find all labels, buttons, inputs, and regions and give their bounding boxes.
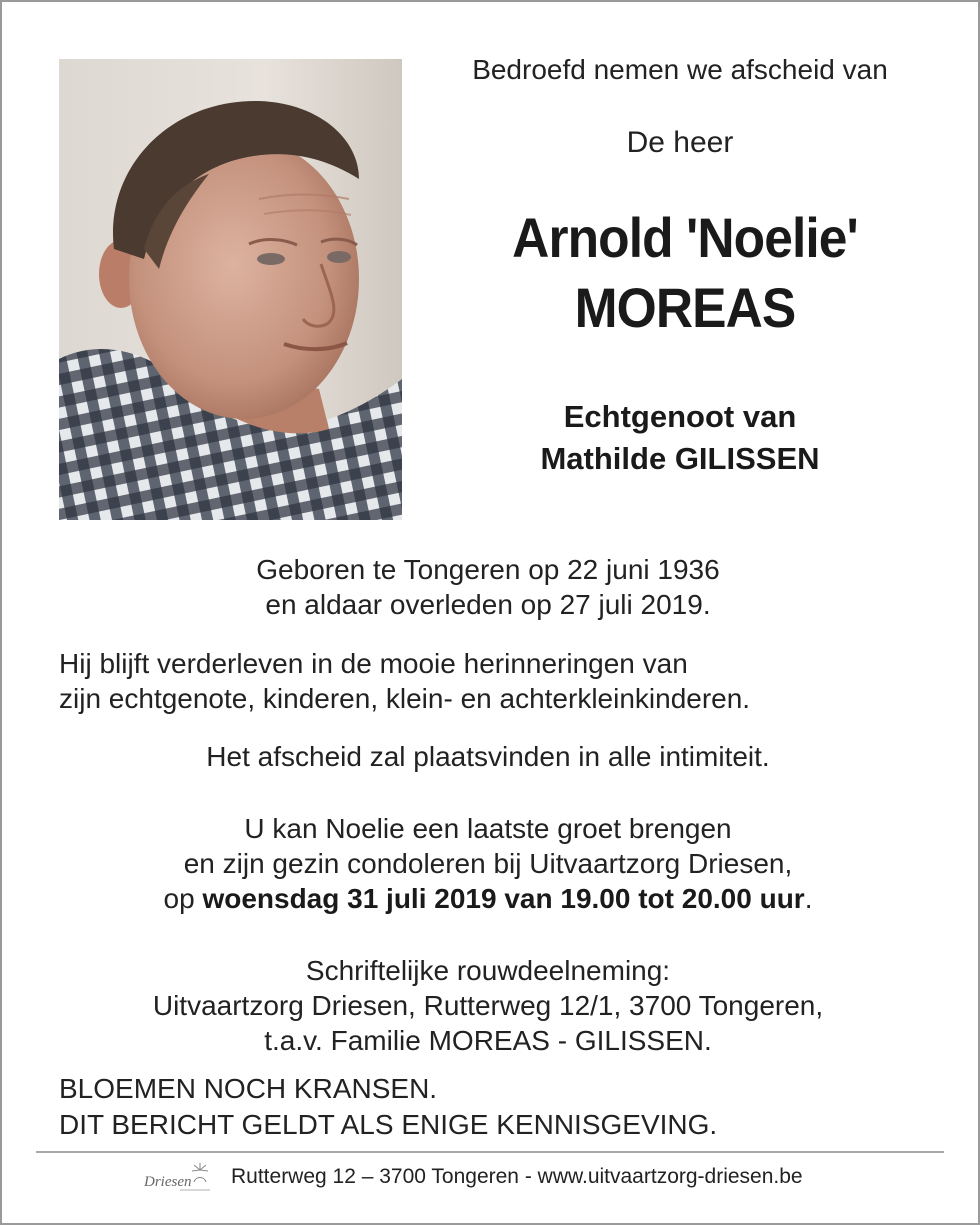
deceased-name [441,203,929,343]
intro-text: Bedroefd nemen we afscheid van [472,54,888,85]
memory-paragraph [59,646,939,716]
visitation-paragraph [0,811,976,916]
funeral-home-logo [142,1160,214,1202]
notice-block [59,1071,717,1143]
visit-line-2: en zijn gezin condoleren bij Uitvaartzorg Driesen, [183,848,793,879]
notice-line-2: DIT BERICHT GELDT ALS ENIGE KENNISGEVING. [59,1109,718,1140]
title-text: De heer [626,126,734,159]
memory-line-2: zijn echtgenote, kinderen, klein- en achterkleinkinderen. [59,683,751,714]
name-line-2: MOREAS [574,276,796,339]
notice-line-1: BLOEMEN NOCH KRANSEN. [59,1073,438,1104]
visit-suffix: . [804,883,813,914]
condolence-line-1: Schriftelijke rouwdeelneming: [305,955,671,986]
visit-prefix: op [163,883,203,914]
visit-line-3 [0,881,976,916]
visit-line-1: U kan Noelie een laatste groet brengen [244,813,732,844]
memory-line-1: Hij blijft verderleven in de mooie herinneringen van [59,648,688,679]
visit-datetime: woensdag 31 juli 2019 van 19.00 tot 20.00 uur [202,883,805,914]
birth-line-1: Geboren te Tongeren op 22 juni 1936 [256,554,720,585]
birth-line-2: en aldaar overleden op 27 juli 2019. [265,589,711,620]
footer-divider [36,1151,944,1153]
birth-death-paragraph [0,552,976,622]
portrait-photo [59,59,402,520]
footer-address: Rutterweg 12 – 3700 Tongeren - www.uitvaartzorg-driesen.be [231,1165,803,1188]
spouse-line-2: Mathilde GILISSEN [540,441,820,476]
logo-wordmark: Driesen [144,1174,192,1190]
farewell-paragraph: Het afscheid zal plaatsvinden in alle intimiteit. [206,741,770,772]
condolence-paragraph [0,953,976,1058]
name-line-1: Arnold 'Noelie' [512,206,858,269]
spouse-info [420,396,940,480]
spouse-line-1: Echtgenoot van [563,399,797,434]
logo-rays-icon [192,1163,208,1182]
condolence-line-2: Uitvaartzorg Driesen, Rutterweg 12/1, 3700 Tongeren, [152,990,824,1021]
condolence-line-3: t.a.v. Familie MOREAS - GILISSEN. [264,1025,712,1056]
